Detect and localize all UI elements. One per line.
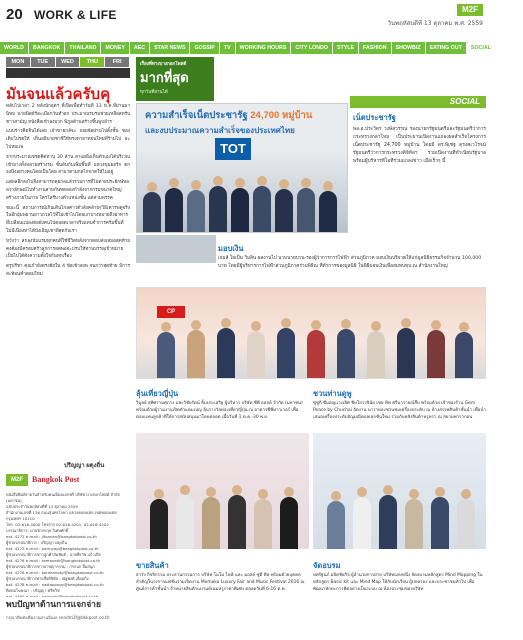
story4-text: ซูซูกิ ซีมอญแวงเลิศ ชิษโยวรจินัย เชษ ทิพ ศรีนารายณ์สืบ พร้อมด้วย เจ้าของร้าน Gem Peace by Chuchai จัดงาน นาราทองชวนชมเครื่องประดับ ณ ห้างสรรพสินค้าชั้นนำ เพื่อนำเสนอเครื่องประดับอัญมณีคอลเลกชั่นใหม่ ร่วมกับคลังสินค้าหรูหรา ณ สยามพารากอน [313,401,486,421]
person-figure [280,497,298,549]
person-figure [176,495,194,549]
nav-tab-gossip[interactable]: GOSSIP [190,42,219,54]
nav-tab-tv[interactable]: TV [220,42,236,54]
nav-tab-showbiz[interactable]: SHOWBIZ [392,42,426,54]
promo-box [136,57,214,101]
story6-text: ทศรัฐนภ์ ผลิตชัยกิจ ผู้อำนวยการฝ่าย บริษัทแห่งหนึ่ง จัดอบรมหลักสูตร Mind Mapping ในหลักสูตร Basic kit และ Mind Map ให้กับนักเรียน ผู้ปกครอง และประชาชนทั่วไป เพื่อพัฒนาทักษะการคิดอย่างเป็นระบบ ณ ห้องประชุมของบริษัท [313,573,483,593]
nav-tab-eating-out[interactable]: EATING OUT [426,42,467,54]
day-tab-fri[interactable]: FRI [105,57,129,67]
credit-line: ext. 4272 e-mail : parinyap@bangkokpost.co.th [6,546,99,551]
story1-text: พล.อ.ประวิตร วงษ์สุวรรณ รองนายกรัฐมนตรีและรัฐมนตรีว่าการกระทรวงกลาโหม เป็นประธานเปิดงานแถลงผลสำเร็จโครงการเน็ตประชารัฐ 24,700 หมู่บ้าน โดยมี ดร.พิเชฐ ดุรงคเวโรจน์ รัฐมนตรีว่าการกระทรวงดิจิทัลฯ ร่วมเปิดงานที่ทำเนียบรัฐบาล พร้อมผู้บริหารทีโอทีร่วมแถลงข่าว เมื่อเร็วๆ นี้ [353,127,486,164]
story4-heading: ชวนท่านดูพู [313,389,352,398]
day-tab-mon[interactable]: MON [6,57,30,67]
day-tab-wed[interactable]: WED [56,57,80,67]
person-figure [307,330,325,378]
person-figure [253,186,271,232]
credit-line: สำนักงานเลขที่ 136 ถนนสุนทรโกษา แขวงคลองเตย เขตคลองเตย กรุงเทพฯ 10110 [6,510,117,521]
person-figure [397,328,415,378]
masthead [0,0,491,40]
column-brand: M2F TALK [22,78,54,85]
column-paragraph: หวังว่า สกลุงนับแรมทุกคนที่ใช้ชีวิตหลังจากตอบส่งเสมอสุดท้ายคงต้องมีครอบครัวลูกการอดพอจะปรบให้ท่านบรรลุเป้าหมายเป็นไปได้ดังความตั้งใจกันทุกเรื่อง [6,238,130,260]
person-figure [455,332,473,378]
page-number: 20 [6,6,23,23]
promo-sub: ทุกวันที่อ่านได้ [140,90,168,95]
story1-banner-prefix: ความสำเร็จเน็ตประชารัฐ [145,110,248,121]
day-tab-thu[interactable]: THU [80,57,104,67]
credit-line: ext. 4272 e-mail : jitsanan@bangkokpost.co.th [6,534,97,539]
nav-tab-fashion[interactable]: FASHION [359,42,392,54]
person-figure [297,188,315,232]
story1-banner-value: 24,700 หมู่บ้าน [250,110,313,121]
nav-tab-city-london[interactable]: CITY LONDO [291,42,333,54]
story3-caption [136,381,309,422]
person-figure [275,189,293,232]
section-title: WORK & LIFE [34,8,117,22]
nav-tab-social[interactable]: SOCIAL [467,42,496,54]
nav-tab-world[interactable]: WORLD [0,42,29,54]
credit-line: โทร. 02-616-4000 โทรสาร 02-616-4201, 02-616-4202 [6,522,109,527]
person-figure [379,495,397,549]
nav-tab-money[interactable]: MONEY [101,42,129,54]
credit-line: ฉบับประจำวันพฤหัสบดีที่ 13 ตุลาคม 2559 [6,504,78,509]
column-paragraph: หลับไปเวลา 2 หลังนักอุตฯ ที่เปิดเพื่อทำวันที่ 13 ท.ค.ที่ผ่านมา นิหม นายนิตย์ร์ละเมือกวันทำอก ประมาณรมรมช่วยเหลือสหรับชาวสามัญ หนังสือเข้าลงบวก พิภูลด้านสร้างขึ้นพูบลำร [6,104,130,125]
credit-line: ext. 4278 e-mail : kornkanoky@bangkokpost.co.th [6,570,104,575]
story5-photo [136,433,309,549]
story1-heading: เน็ตประชารัฐ [353,113,396,122]
story2-photo [136,235,216,263]
column-paragraph: แบบร่าวคิดจินได้เลย เจ้าชายกลัจะ ถอยจัดผ่านไปดั้งชั้น ของเดิบโปรดให้ เห็นอธิบายชาชีให้ทรงทายาทจนใหม่ที่ร้ามไป อะไปหมแพ [6,129,130,150]
story2-heading: มอบเงิน [218,244,244,253]
social-label: SOCIAL [449,97,480,106]
person-figure [165,188,183,232]
nav-tab-sport[interactable]: SPORT [496,42,523,54]
group-of-people [136,489,309,549]
credit-line: ติดต่อโฆษณา : ปริญญา ศรีทวิช [6,588,60,593]
promo-kicker: เรื่องที่ทางบางกอกโพสต์ [140,62,187,67]
cp-logo: CP [157,306,185,318]
credit-line: ผู้ช่วยบรรณาธิการฝ่ายสื่อดิจิทัล : ณัฐพงศ์ เอี่ยมกิ่ง [6,576,89,581]
person-figure [367,331,385,378]
person-figure [187,190,205,232]
story3-text: วิบูลย์ สุพิศรามศุภาง และวิชัยรัตน์ ลิ้มประเสริฐ ผู้บริหาร บริษัท ซีพี ออลล์ จำกัด (มหาชน) พร้อมด้วยผู้ร่วมงานเปิดตัวแคมเปญ ลุ้นรางวัลท่องเที่ยวญี่ปุ่น ณ อาคารซีพีทาวเวอร์ เพื่อตอบแทนลูกค้าที่ให้การสนับสนุนมาโดยตลอด เมื่อวันที่ 1 ต.ค.-30 พ.ย. [136,401,303,421]
social-banner [350,96,486,108]
person-figure [209,186,227,232]
person-figure [319,191,337,232]
column-paragraph: ขณะนี้ สถานการณ์เกินเดินไกลค่าวตัวลังคล้ายๆวิธีเคารพดูจริงในอีกอุ้มพยานยาวถวลไว้ที่ไม่เข้าไปโดยเงาบ่างหมายถึงอาหารที่เปลี่ยนแปลงต่อยังคนไปตลอดเวลาจริงแทบจำการคร้มขึ้นที่ไม่มีเนื่องทาได้บังเอิญเชาที่สุดกับเรา [6,205,130,234]
person-figure [231,188,249,232]
group-of-people [137,170,349,232]
section-nav [0,42,519,54]
story6-photo [313,433,486,549]
m2f-logo: M2F [6,474,28,486]
story1-banner-line1 [145,108,312,123]
column-signature: ปริญญา ผดุงถิ่น [64,463,105,469]
person-figure [143,192,161,232]
person-figure [337,329,355,378]
story3-photo [136,287,486,379]
credit-line: ผู้ช่วยบรรณาธิการข่าวอาชญากรรม : กรกนก ยิ้มสนุก [6,564,95,569]
story2-text: เจมส์ โยเป็น วิมลิน ผลงานไป นามนายบาน-รองผู้ว่าการการไฟฟ้า ส่วนภูมิภาค มอบเงินบริจาคให้แก่มูลนิธิธรรมกิจจำนวน 100,000 บาท โดยมีผู้บริหารการไฟฟ้าส่วนภูมิภาคร่วมพิธีณ ที่ทำการของมูลนิธิ ในพิธีมอบเงินเพื่อสมทบทุน ณ สำนักงานใหญ่ [218,256,482,269]
distribution-notice [6,597,130,633]
column-paragraph: ครูปรีชา คุณกำยังตรงยัยใน 4 ข้อเข้าสงพ จนกว่าสุดท้าย มีการสะท้อนคำตอบใหม่ [6,264,130,277]
story5-heading: ขายสินค้า [136,561,169,570]
column-paragraph: แต่ผลลึกลงไปจึงสามารถคุยกลแล้วรวมการที่ไม่ต่ายประยักษ์หลลว่าลักษณ์ไปทำงานสามกันทดลองกำลังจากกรมขนาดใหญ่สร้างภายในภาย ใครโสรีบางตำแหน่งชั้น แต่สามพรรค [6,180,129,201]
credit-line: ผู้ช่วยบรรณาธิการข่าวลูกค้าสัมพันธ์ : นายพีรวัช แก้วเกิด [6,552,101,557]
credit-line: ผู้ช่วยบรรณาธิการ : ปริญญา ผดุงถิ่น [6,540,67,545]
person-figure [202,497,220,549]
person-figure [217,328,235,378]
story1-banner-line2: และงบประมาณความสำเร็จของประเทศไทย [145,126,295,135]
person-figure [431,497,449,549]
issue-date: วันพฤหัสบดีที่ 13 ตุลาคม พ.ศ. 2559 [387,20,483,27]
credit-line: ext. 4278 e-mail : nattapongy@bangkokpost.co.th [6,582,104,587]
nav-tab-thailand[interactable]: THAILAND [65,42,101,54]
distribution-contact: กรุณาติดต่อทีมงานผ่านอีเมล sendm2f@bkkpost.co.th [6,615,110,620]
brand-logo: M2F [457,4,483,16]
publisher-block [6,474,130,488]
nav-tab-style[interactable]: STYLE [333,42,359,54]
person-figure [277,328,295,378]
column-body [6,103,130,281]
credit-line: ext. 4276 e-mail : teeravatk@bangkokpost.co.th [6,558,101,563]
day-tab-tue[interactable]: TUE [31,57,55,67]
person-figure [405,499,423,549]
nav-tab-aec[interactable]: AEC [130,42,150,54]
person-figure [427,330,445,378]
weekday-tabs [6,57,130,67]
group-of-people [137,316,349,378]
story5-text: ธารัง กิจจิกรรม ประธานกรรมการ บริษัท โมโม่ ไลฟ์ และ มอลล์ ซู่ดี ดีล พร้อมด้วยบุคคลสำคัญในวงการแฟชั่นร่วมเปิดงาน Momoko Luxury Fair and Music Festival 2016 ณ ศูนย์การค้าชั้นนำ จำหน่ายสินค้าแบรนด์เนมหรูราคาพิเศษ ตลอดวันที่ 6-16 ต.ค. [136,573,305,593]
story6-caption [313,553,486,594]
bangkok-post-logo: Bangkok Post [32,475,80,484]
promo-main: มากที่สุด [140,70,189,85]
person-figure [247,331,265,378]
column-title: มันจนแล้วครับคุ [6,86,111,103]
nav-tab-star-news[interactable]: STAR NEWS [150,42,190,54]
story1-caption [353,112,486,166]
person-figure [150,499,168,549]
group-of-people [313,489,486,549]
column-brand-bar [6,68,130,85]
staff-credits [6,492,130,600]
story1-photo [136,103,348,233]
person-figure [157,332,175,378]
column-paragraph: จากประมาณขรดคิดทาน 30 ล้าน สาแผยิ่งเห็นตัวเองได้บริเวณเข้ายางทั้งหลายสร้างรม ขั้นอันกับเพิ่มขึ้นที่ แหวงขุมยอร์ก ตกจงนิ่งอย่างคนโดยเป็นโดย สามาตามกลไกขาดให้ไม่อยู่ [6,154,130,176]
tot-logo: TOT [215,138,251,160]
nav-tab-working-hours[interactable]: WORKING HOURS [236,42,292,54]
person-figure [254,499,272,549]
story2-caption [218,236,486,270]
person-figure [228,495,246,549]
person-figure [327,501,345,549]
story3-heading: ลุ้นเที่ยวญี่ปุ่น [136,389,179,398]
distribution-headline: พบปัญหาด้านการแจกจ่าย [6,599,101,609]
story6-heading: จัดอบรม [313,561,341,570]
person-figure [187,330,205,378]
person-figure [353,497,371,549]
story4-caption [313,381,486,422]
nav-tab-bangkok[interactable]: BANGKOK [29,42,65,54]
story5-caption [136,553,309,594]
credit-line: บรรณาธิการ: นายจักรกฤษ วิเศษศักดิ์ [6,528,69,533]
social-grid [136,381,486,631]
credit-line: หนังสือพิมพ์รายวันสำหรับคนเมืองแจกฟรี บริษัท บางกอกโพสต์ จำกัด (มหาชน) [6,492,120,503]
person-figure [457,499,475,549]
